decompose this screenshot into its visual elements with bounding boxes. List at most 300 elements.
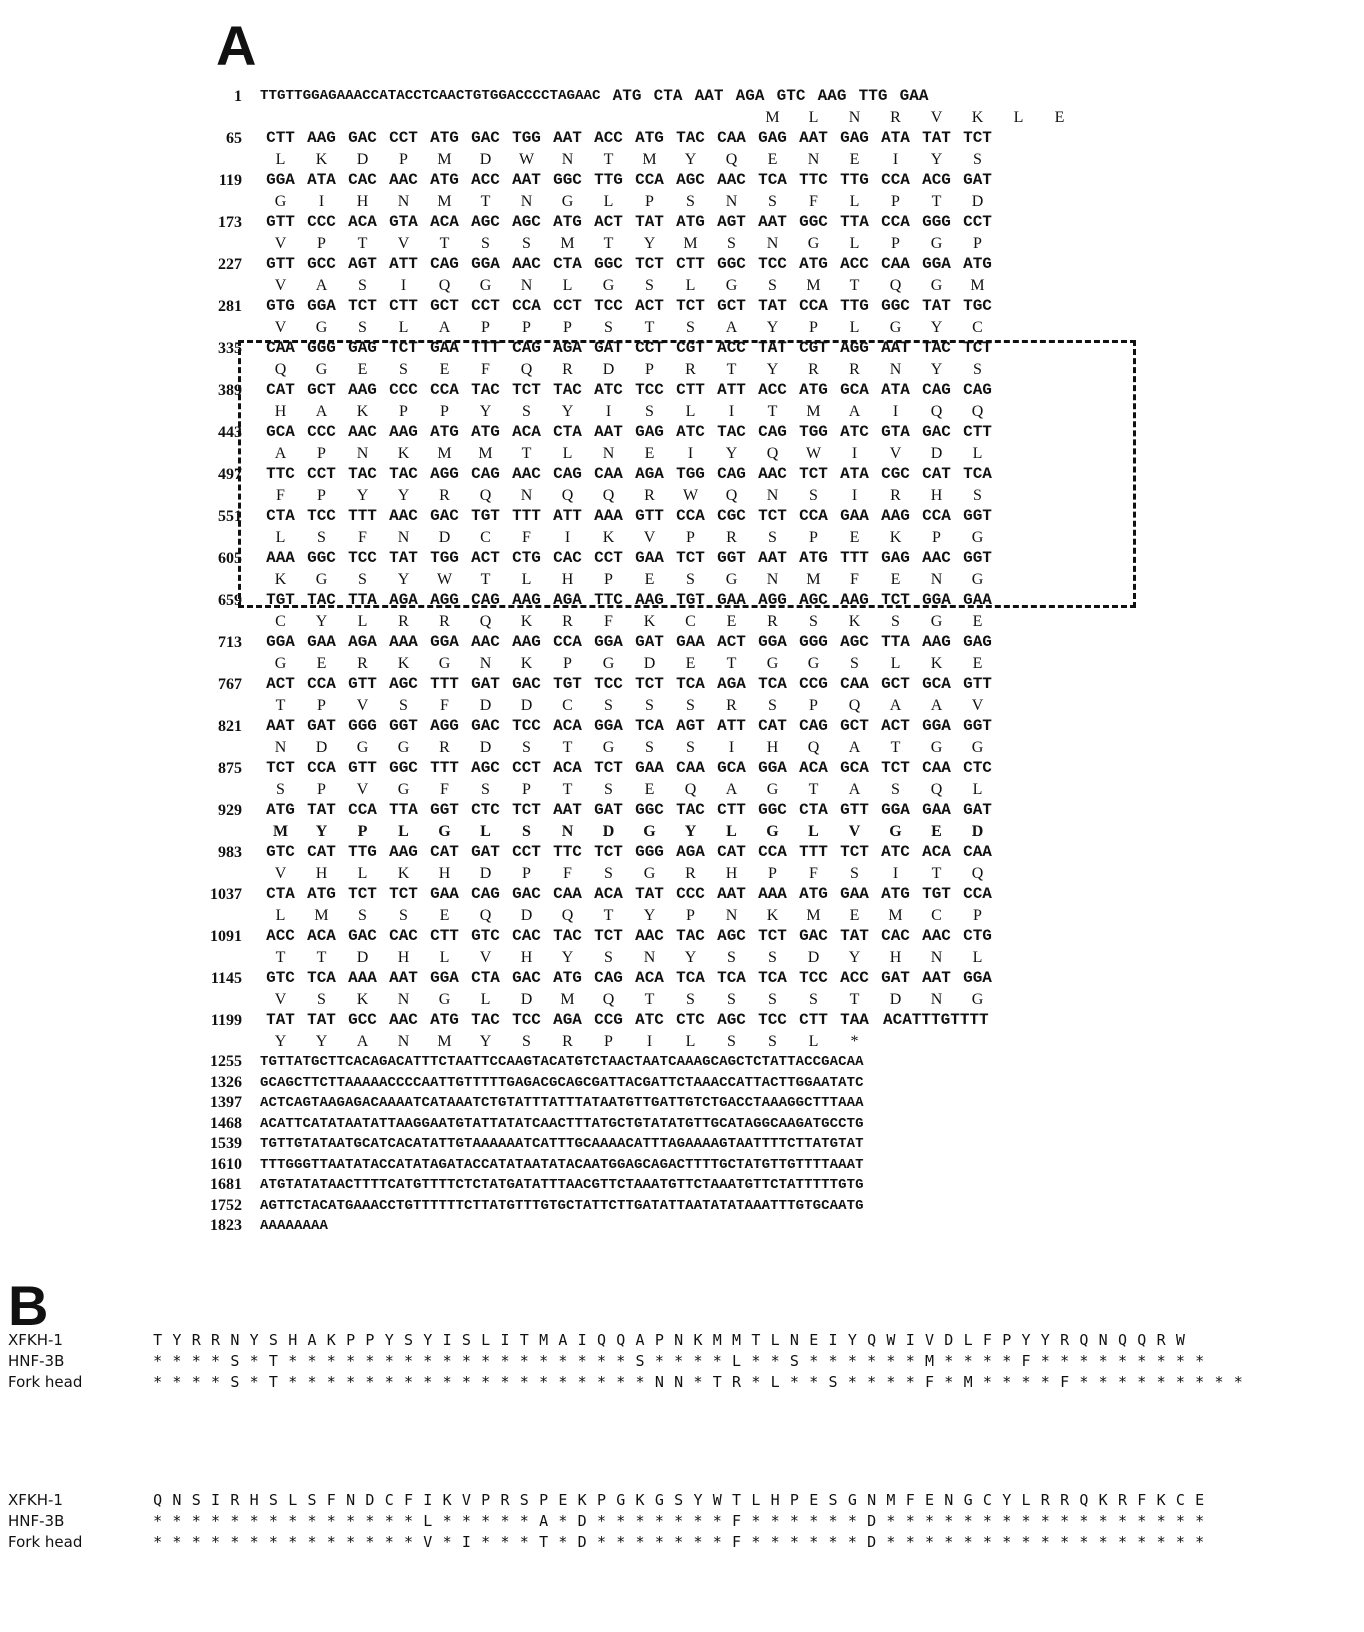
residue: * xyxy=(558,1352,568,1370)
codon: TAT xyxy=(758,297,787,315)
amino-acid: R xyxy=(398,613,409,630)
codon: CAT xyxy=(430,843,459,861)
residue: F xyxy=(982,1331,992,1349)
line-number: 551 xyxy=(218,508,242,525)
amino-acid: K xyxy=(889,529,902,546)
line-number: 1539 xyxy=(210,1135,242,1152)
amino-acid: P xyxy=(768,865,777,882)
amino-acid: R xyxy=(726,529,737,546)
codon: ATG xyxy=(612,87,642,105)
codon: TAC xyxy=(676,801,705,819)
residue: * xyxy=(905,1512,915,1530)
amino-acid: T xyxy=(644,991,655,1008)
codon: ACC xyxy=(717,339,746,357)
alignment-row xyxy=(0,1330,1248,1351)
residue: S xyxy=(519,1491,529,1509)
codon: TCT xyxy=(266,759,295,777)
residue: S xyxy=(635,1352,645,1370)
line-number: 1037 xyxy=(210,886,242,903)
residue: L xyxy=(770,1331,780,1349)
amino-acid: E xyxy=(849,529,860,546)
amino-acid: S xyxy=(522,403,531,420)
residue: * xyxy=(539,1373,549,1391)
residue: * xyxy=(905,1533,915,1551)
residue: S xyxy=(828,1373,838,1391)
codon: CAG xyxy=(512,339,541,357)
residue: * xyxy=(230,1512,240,1530)
aligned-sequence xyxy=(148,1532,1209,1553)
codon: ACA xyxy=(348,213,377,231)
codon: CCA xyxy=(881,171,910,189)
codon: CCT xyxy=(471,297,500,315)
codon: CCA xyxy=(512,297,541,315)
residue: * xyxy=(1079,1373,1089,1391)
residue: M xyxy=(886,1491,896,1509)
codon: GCA xyxy=(840,381,869,399)
residue: * xyxy=(693,1533,703,1551)
amino-acid: I xyxy=(892,865,899,882)
residue: * xyxy=(925,1512,935,1530)
residue: * xyxy=(963,1512,973,1530)
residue: C xyxy=(384,1491,394,1509)
residue: * xyxy=(403,1373,414,1391)
codon: ATG xyxy=(635,129,664,147)
residue: K xyxy=(326,1331,336,1349)
codon: TCA xyxy=(717,969,746,987)
amino-acid: P xyxy=(317,445,326,462)
residue: W xyxy=(712,1491,722,1509)
residue: * xyxy=(944,1352,954,1370)
codon: TAC xyxy=(389,465,418,483)
residue: * xyxy=(1060,1512,1070,1530)
codon: CTC xyxy=(963,759,992,777)
codon: AGG xyxy=(430,717,459,735)
residue: * xyxy=(1117,1352,1127,1370)
codon: GGC xyxy=(717,255,746,273)
residue: * xyxy=(654,1533,664,1551)
amino-acid: Y xyxy=(274,1033,287,1050)
residue: T xyxy=(153,1331,163,1349)
amino-acid: Y xyxy=(643,235,656,252)
codon: AAC xyxy=(389,507,418,525)
alignment-row xyxy=(0,1351,1248,1372)
codons xyxy=(260,338,998,359)
codon: GAA xyxy=(840,507,869,525)
codon: TGG xyxy=(799,423,828,441)
amino-acid: S xyxy=(809,613,818,630)
codon: AGC xyxy=(389,675,418,693)
amino-acid: E xyxy=(972,613,983,630)
codon: TCT xyxy=(635,675,664,693)
residue: * xyxy=(789,1373,799,1391)
codon: GAG xyxy=(881,549,910,567)
residue: * xyxy=(249,1373,259,1391)
codon: CTT xyxy=(389,297,418,315)
codon: TCT xyxy=(676,297,705,315)
residue: * xyxy=(712,1352,722,1370)
residue: S xyxy=(307,1491,317,1509)
codon: CCA xyxy=(881,213,910,231)
residue: * xyxy=(1040,1512,1050,1530)
codon: CAG xyxy=(758,423,787,441)
residue: * xyxy=(1002,1373,1012,1391)
amino-acid: Y xyxy=(930,319,943,336)
amino-acid: I xyxy=(892,151,899,168)
codon: TGT xyxy=(553,675,582,693)
codons xyxy=(260,296,998,317)
residue: * xyxy=(461,1373,471,1391)
amino-acid: M xyxy=(314,907,329,924)
codon: CCT xyxy=(307,465,336,483)
residue: * xyxy=(809,1373,819,1391)
amino-acid: R xyxy=(849,361,860,378)
codon: ATG xyxy=(881,885,910,903)
amino-acid: Y xyxy=(561,403,574,420)
amino-acid: W xyxy=(436,571,453,588)
codon: GGC xyxy=(389,759,418,777)
amino-acid: S xyxy=(768,1033,777,1050)
codon-row xyxy=(190,674,1190,695)
amino-acid: T xyxy=(439,235,450,252)
residue: * xyxy=(403,1352,414,1370)
amino-acid: R xyxy=(890,109,901,126)
amino-acid: H xyxy=(766,739,779,756)
amino-acid: D xyxy=(643,655,656,672)
codon: CAA xyxy=(922,759,951,777)
codon: AAA xyxy=(758,885,787,903)
species-name: Fork head xyxy=(8,1533,83,1551)
codon: CTG xyxy=(963,927,992,945)
amino-acid: L xyxy=(357,865,368,882)
codon: GGT xyxy=(430,801,459,819)
amino-acid: G xyxy=(930,235,943,252)
residue: * xyxy=(1117,1373,1127,1391)
residue: * xyxy=(191,1373,201,1391)
amino-acid: L xyxy=(603,193,614,210)
codon: GTC xyxy=(471,927,500,945)
codon: GAC xyxy=(922,423,951,441)
amino-acid: P xyxy=(686,529,695,546)
amino-acid: E xyxy=(931,823,942,840)
amino-acid: R xyxy=(808,361,819,378)
codon: CCA xyxy=(553,633,582,651)
amino-acid: C xyxy=(275,613,286,630)
amino-acid: S xyxy=(727,991,736,1008)
codon: GGT xyxy=(963,549,992,567)
codon: ATG xyxy=(963,255,992,273)
amino-acid: N xyxy=(356,445,369,462)
residue: * xyxy=(1098,1533,1108,1551)
codon: GTT xyxy=(266,213,295,231)
residue: * xyxy=(789,1533,799,1551)
codon: CAT xyxy=(717,843,746,861)
amino-acid: L xyxy=(685,277,696,294)
codons xyxy=(260,170,998,191)
codon: TCT xyxy=(389,885,418,903)
amino-acid: R xyxy=(767,613,778,630)
amino-acid: C xyxy=(972,319,983,336)
amino-acid: G xyxy=(479,277,492,294)
codon: ACA xyxy=(307,927,336,945)
codon: CCT xyxy=(963,213,992,231)
amino-acid: L xyxy=(398,319,409,336)
codon: GGG xyxy=(799,633,828,651)
residue: F xyxy=(326,1491,336,1509)
residue: * xyxy=(500,1352,510,1370)
line-number: 173 xyxy=(218,214,242,231)
aligned-sequence xyxy=(148,1490,1209,1511)
codon-row xyxy=(190,296,1190,317)
residue: R xyxy=(1156,1331,1166,1349)
amino-acid: T xyxy=(316,949,327,966)
amino-acid: Q xyxy=(848,697,861,714)
amino-acid: Y xyxy=(684,949,697,966)
codon: GAA xyxy=(717,591,746,609)
codons xyxy=(260,968,998,989)
amino-acid: L xyxy=(1013,109,1024,126)
amino-acid: M xyxy=(765,109,780,126)
residue: * xyxy=(693,1352,703,1370)
codon-row xyxy=(190,842,1190,863)
amino-acid: S xyxy=(645,403,654,420)
amino-acid: S xyxy=(399,697,408,714)
codon: ATT xyxy=(717,381,746,399)
codon: AAG xyxy=(922,633,951,651)
amino-acid: R xyxy=(685,865,696,882)
residue: * xyxy=(886,1352,896,1370)
residue: * xyxy=(828,1352,838,1370)
amino-acid: S xyxy=(399,907,408,924)
codon: TTA xyxy=(881,633,910,651)
codon: TAT xyxy=(840,927,869,945)
amino-acid: P xyxy=(563,319,572,336)
residue: * xyxy=(326,1533,336,1551)
residue: Y xyxy=(249,1331,259,1349)
codon: CTT xyxy=(799,1011,828,1029)
codons xyxy=(260,926,998,947)
residue: * xyxy=(288,1533,298,1551)
residue: G xyxy=(963,1491,973,1509)
amino-acid: H xyxy=(725,865,738,882)
amino-acid: P xyxy=(522,319,531,336)
residue: R xyxy=(1040,1491,1050,1509)
residue: * xyxy=(519,1512,529,1530)
codon: AAG xyxy=(881,507,910,525)
utr-sequence: ATGTATATAACTTTTCATGTTTTCTCTATGATATTTAACGTTCTAAATGTTCTAAATGTTCTATTTTTGTG xyxy=(260,1177,864,1193)
codon: TTC xyxy=(266,465,295,483)
residue: * xyxy=(1098,1352,1108,1370)
codon-row xyxy=(190,212,1190,233)
residue: T xyxy=(539,1533,549,1551)
residue: Y xyxy=(172,1331,182,1349)
line-number: 713 xyxy=(218,634,242,651)
codons xyxy=(260,842,998,863)
residue: * xyxy=(982,1512,992,1530)
residue: Y xyxy=(847,1331,857,1349)
codon: TTA xyxy=(840,213,869,231)
codon: AAC xyxy=(389,171,418,189)
residue: * xyxy=(1002,1512,1012,1530)
amino-acid: D xyxy=(971,823,984,840)
residue: * xyxy=(770,1352,780,1370)
residue: * xyxy=(1195,1352,1205,1370)
codon: GGT xyxy=(963,507,992,525)
codon: CTC xyxy=(471,801,500,819)
amino-acid: D xyxy=(930,445,943,462)
amino-acid: A xyxy=(889,697,902,714)
amino-acid: P xyxy=(317,781,326,798)
amino-acid: G xyxy=(438,655,451,672)
codon: AGG xyxy=(430,591,459,609)
residue: * xyxy=(481,1373,491,1391)
residue: M xyxy=(539,1331,549,1349)
codon: AGA xyxy=(676,843,705,861)
codon: ACC xyxy=(758,381,787,399)
residue: * xyxy=(712,1533,722,1551)
codon: CAA xyxy=(881,255,910,273)
residue: F xyxy=(1060,1373,1070,1391)
codon: ATC xyxy=(676,423,705,441)
residue: * xyxy=(982,1533,992,1551)
amino-acid: Q xyxy=(725,151,738,168)
codon: CTC xyxy=(676,1011,705,1029)
codon: GGT xyxy=(389,717,418,735)
amino-acid: K xyxy=(602,529,615,546)
amino-acid: D xyxy=(520,991,533,1008)
amino-acid: W xyxy=(518,151,535,168)
amino-acid-row xyxy=(190,275,1190,296)
codon: TAT xyxy=(758,339,787,357)
residue: * xyxy=(307,1512,317,1530)
species-name: XFKH-1 xyxy=(8,1331,63,1349)
amino-acid: D xyxy=(889,991,902,1008)
amino-acid: P xyxy=(440,403,449,420)
residue: I xyxy=(577,1331,587,1349)
amino-acid: H xyxy=(930,487,943,504)
residue: Q xyxy=(153,1491,163,1509)
amino-acid: K xyxy=(971,109,984,126)
codon-row xyxy=(190,380,1190,401)
amino-acid: P xyxy=(891,193,900,210)
amino-acid: E xyxy=(644,571,655,588)
amino-acid: P xyxy=(522,865,531,882)
residue: * xyxy=(925,1533,935,1551)
codon: ATG xyxy=(676,213,705,231)
codon: CTA xyxy=(799,801,828,819)
amino-acid: N xyxy=(930,949,943,966)
codon: AAG xyxy=(635,591,664,609)
amino-acid: S xyxy=(481,781,490,798)
residue: * xyxy=(1002,1352,1012,1370)
codons xyxy=(260,506,998,527)
codon: GGA xyxy=(922,255,951,273)
amino-acid: Y xyxy=(684,823,697,840)
codon: CCA xyxy=(676,507,705,525)
residue: Y xyxy=(423,1331,433,1349)
codon: CGC xyxy=(881,465,910,483)
alignment-row xyxy=(0,1372,1248,1393)
amino-acid: K xyxy=(356,991,369,1008)
codon: TCT xyxy=(512,801,541,819)
codon: AAT xyxy=(922,969,951,987)
codons xyxy=(260,590,998,611)
amino-acid: D xyxy=(479,697,492,714)
codon: TTT xyxy=(471,339,500,357)
amino-acid: Y xyxy=(356,487,369,504)
codon: AAC xyxy=(635,927,664,945)
residue: * xyxy=(326,1373,336,1391)
amino-acid: Y xyxy=(479,403,492,420)
residue: * xyxy=(1156,1512,1166,1530)
codons xyxy=(260,422,998,443)
amino-acid: P xyxy=(973,907,982,924)
codon: CAG xyxy=(430,255,459,273)
residue: * xyxy=(461,1352,471,1370)
amino-acid: N xyxy=(520,487,533,504)
codon: AGA xyxy=(717,675,746,693)
codon: GGA xyxy=(430,969,459,987)
codon: AAT xyxy=(694,87,724,105)
amino-acid: S xyxy=(645,277,654,294)
codon: GAA xyxy=(635,549,664,567)
line-number: 659 xyxy=(218,592,242,609)
amino-acid: G xyxy=(438,823,451,840)
codon: CAA xyxy=(553,885,582,903)
codon: GGA xyxy=(758,759,787,777)
amino-acid: M xyxy=(806,403,821,420)
amino-acid: C xyxy=(685,613,696,630)
residue: * xyxy=(693,1373,703,1391)
codon: GGT xyxy=(963,717,992,735)
codon: CAG xyxy=(471,591,500,609)
amino-acid: Q xyxy=(930,403,943,420)
codons xyxy=(260,716,998,737)
amino-acid: N xyxy=(561,823,574,840)
amino-acid: D xyxy=(479,739,492,756)
amino-acid: M xyxy=(806,907,821,924)
codon: CCT xyxy=(389,129,418,147)
codon: CAG xyxy=(471,885,500,903)
residue: * xyxy=(346,1373,356,1391)
line-number: 1326 xyxy=(210,1073,242,1091)
amino-acid: L xyxy=(685,1033,696,1050)
amino-acid: S xyxy=(768,277,777,294)
codon: GAG xyxy=(840,129,869,147)
residue: * xyxy=(211,1373,221,1391)
amino-acid: A xyxy=(930,697,943,714)
aligned-sequence xyxy=(148,1511,1209,1532)
residue: * xyxy=(1079,1352,1089,1370)
codon: GGA xyxy=(471,255,500,273)
codon: AGT xyxy=(676,717,705,735)
codon: TTT xyxy=(348,507,377,525)
amino-acid: S xyxy=(768,991,777,1008)
aligned-sequence xyxy=(148,1330,1190,1351)
residue: * xyxy=(1021,1512,1031,1530)
codon: CCA xyxy=(307,759,336,777)
codon-row xyxy=(190,464,1190,485)
codon: TCC xyxy=(594,675,623,693)
line-number: 767 xyxy=(218,676,242,693)
codon: AAT xyxy=(553,129,582,147)
utr-sequence: TTTGGGTTAATATACCATATAGATACCATATAATATACAATGGAGCAGACTTTTGCTATGTTGTTTTAAAT xyxy=(260,1156,864,1173)
amino-acid: T xyxy=(521,445,532,462)
amino-acid: P xyxy=(317,235,326,252)
codon: TGG xyxy=(676,465,705,483)
residue: * xyxy=(384,1373,394,1391)
amino-acid: G xyxy=(971,571,984,588)
residue: M xyxy=(712,1331,722,1349)
